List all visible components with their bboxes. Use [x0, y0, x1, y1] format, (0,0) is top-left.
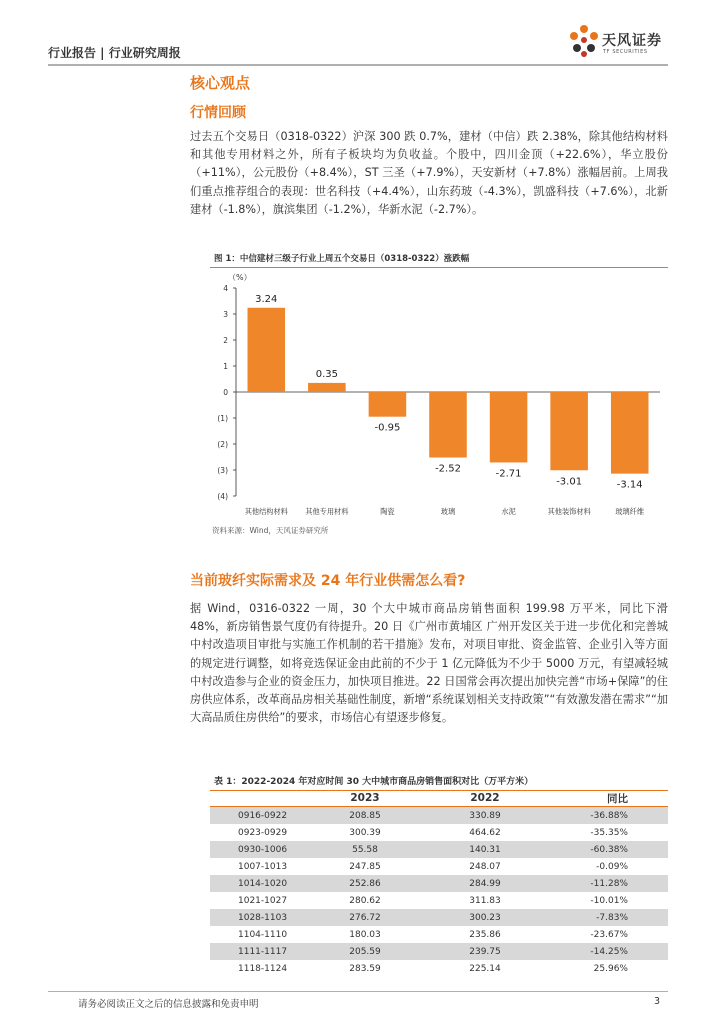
data-label: -2.71	[495, 468, 522, 480]
period-cell: 1104-1110	[238, 929, 288, 940]
table-row	[210, 960, 668, 977]
yoy-cell: -10.01%	[590, 895, 628, 906]
y-tick-label: 3	[223, 310, 228, 319]
figure-source: 资料来源：Wind，天风证券研究所	[212, 526, 329, 535]
bar	[308, 383, 346, 392]
value-2023-cell: 252.86	[349, 878, 381, 889]
page-number: 3	[654, 996, 661, 1007]
data-label: 3.24	[255, 293, 278, 305]
table-title-rule	[210, 790, 668, 791]
logo-name-cn: 天风证券	[602, 33, 662, 49]
value-2023-cell: 283.59	[349, 963, 381, 974]
header-divider	[48, 64, 668, 66]
market-review-heading: 行情回顾	[190, 105, 246, 121]
figure-title: 图 1：中信建材三级子行业上周五个交易日（0318-0322）涨跌幅	[214, 254, 470, 264]
value-2023-cell: 205.59	[349, 946, 381, 957]
yoy-cell: -36.88%	[590, 810, 628, 821]
x-tick-label: 其他专用材料	[305, 507, 349, 516]
value-2023-cell: 300.39	[349, 827, 381, 838]
period-cell: 1111-1117	[238, 946, 288, 957]
value-2022-cell: 248.07	[469, 861, 501, 872]
period-cell: 0930-1006	[238, 844, 288, 855]
x-tick-label: 水泥	[501, 507, 516, 516]
section-title: 核心观点	[190, 74, 251, 92]
data-label: -0.95	[374, 422, 401, 434]
yoy-cell: -23.67%	[590, 929, 628, 940]
period-cell: 1007-1013	[238, 861, 288, 872]
period-cell: 1014-1020	[238, 878, 288, 889]
yoy-cell: -14.25%	[590, 946, 628, 957]
x-tick-label: 玻璃	[440, 507, 456, 516]
bar	[429, 392, 467, 458]
yoy-cell: -0.09%	[596, 861, 628, 872]
value-2023-cell: 276.72	[349, 912, 381, 923]
y-tick-label: (2)	[217, 440, 228, 449]
brand-logo	[568, 24, 678, 60]
disclaimer-text: 请务必阅读正文之后的信息披露和免责申明	[78, 999, 259, 1010]
yoy-cell: 25.96%	[593, 963, 628, 974]
value-2022-cell: 235.86	[469, 929, 501, 940]
bar	[490, 392, 528, 462]
yoy-cell: -11.28%	[590, 878, 628, 889]
report-type-label: 行业报告 | 行业研究周报	[48, 46, 181, 60]
period-cell: 1118-1124	[238, 963, 288, 974]
y-tick-label: (1)	[217, 414, 228, 423]
value-2023-cell: 247.85	[349, 861, 381, 872]
table-title: 表 1：2022-2024 年对应时间 30 大中城市商品房销售面积对比（万平方米）	[214, 777, 534, 787]
table-row	[210, 909, 668, 926]
y-tick-label: (3)	[217, 466, 228, 475]
tf-logo-icon	[568, 24, 600, 58]
table-header-2022: 2022	[470, 792, 500, 804]
x-tick-label: 玻璃纤维	[615, 507, 645, 516]
demand-outlook-heading: 当前玻纤实际需求及 24 年行业供需怎么看?	[190, 573, 466, 589]
table-header-2023: 2023	[350, 792, 380, 804]
value-2023-cell: 180.03	[349, 929, 381, 940]
sales-area-table	[210, 790, 668, 977]
yoy-cell: -7.83%	[596, 912, 628, 923]
table-row	[210, 875, 668, 892]
x-tick-label: 其他装饰材料	[547, 507, 591, 516]
x-tick-label: 其他结构材料	[244, 507, 288, 516]
table-row	[210, 943, 668, 960]
y-axis-unit-label: （%）	[228, 273, 252, 282]
yoy-cell: -35.35%	[590, 827, 628, 838]
period-cell: 1028-1103	[238, 912, 288, 923]
table-header-row	[210, 790, 668, 807]
data-label: -2.52	[435, 463, 461, 475]
period-cell: 0923-0929	[238, 827, 288, 838]
period-cell: 0916-0922	[238, 810, 288, 821]
table-row	[210, 892, 668, 909]
bar	[611, 392, 649, 474]
value-2022-cell: 140.31	[469, 844, 501, 855]
data-label: 0.35	[315, 368, 338, 380]
y-tick-label: 2	[223, 336, 228, 345]
bar	[248, 308, 286, 392]
table-row	[210, 807, 668, 824]
yoy-cell: -60.38%	[590, 844, 628, 855]
demand-outlook-paragraph: 据 Wind，0316-0322 一周，30 个大中城市商品房销售面积 199.98 万平米，同比下滑 48%，新房销售景气度仍有待提升。20 日《广州市黄埔区 广州开发区关于进一步优化和完善城中村改造项目审批与实施工作机制的若干措施》发布，对项目审批、资金监管、企业引入等方面的规定进行调整，如将竞选保证金由此前的不少于 1 亿元降低为不少于 5000 万元，有望减轻城中村改造参与企业的资金压力，加快项目推进。22 日国常会再次提出加快完善“市场+保障”的住房供应体系，改革商品房相关基础性制度，新增“系统谋划相关支持政策”“有效激发潜在需求”“加大高品质住房供给”的要求，市场信心有望逐步修复。	[190, 602, 668, 725]
y-tick-label: 0	[223, 388, 228, 397]
y-tick-label: 4	[223, 284, 228, 293]
table-row	[210, 926, 668, 943]
value-2022-cell: 239.75	[469, 946, 501, 957]
footer-divider	[48, 991, 668, 992]
value-2023-cell: 280.62	[349, 895, 381, 906]
table-row	[210, 858, 668, 875]
value-2022-cell: 225.14	[469, 963, 501, 974]
value-2022-cell: 284.99	[469, 878, 501, 889]
subsector-return-chart	[200, 266, 670, 522]
value-2022-cell: 330.89	[469, 810, 501, 821]
y-tick-label: (4)	[217, 492, 228, 501]
table-row	[210, 841, 668, 858]
y-tick-label: 1	[223, 362, 228, 371]
value-2023-cell: 208.85	[349, 810, 381, 821]
bar	[369, 392, 407, 417]
value-2023-cell: 55.58	[352, 844, 378, 855]
value-2022-cell: 464.62	[469, 827, 501, 838]
value-2022-cell: 300.23	[469, 912, 501, 923]
table-row	[210, 824, 668, 841]
period-cell: 1021-1027	[238, 895, 288, 906]
data-label: -3.14	[616, 479, 643, 491]
x-tick-label: 陶瓷	[380, 507, 395, 516]
value-2022-cell: 311.83	[469, 895, 501, 906]
market-review-paragraph: 过去五个交易日（0318-0322）沪深 300 跌 0.7%，建材（中信）跌 2.38%，除其他结构材料和其他专用材料之外，所有子板块均为负收益。个股中，四川金顶（+22.6%），华立股份（+11%），公元股份（+8.4%），ST 三圣（+7.9%），天安新材（+7.8%）涨幅居前。上周我们重点推荐组合的表现：世名科技（+4.4%），山东药玻（-4.3%），凯盛科技（+7.6%），北新建材（-1.8%），旗滨集团（-1.2%），华新水泥（-2.7%）。	[190, 130, 668, 216]
table-header-yoy: 同比	[607, 792, 628, 805]
logo-name-en: TF SECURITIES	[603, 49, 648, 55]
bar	[550, 392, 588, 470]
data-label: -3.01	[556, 476, 583, 488]
